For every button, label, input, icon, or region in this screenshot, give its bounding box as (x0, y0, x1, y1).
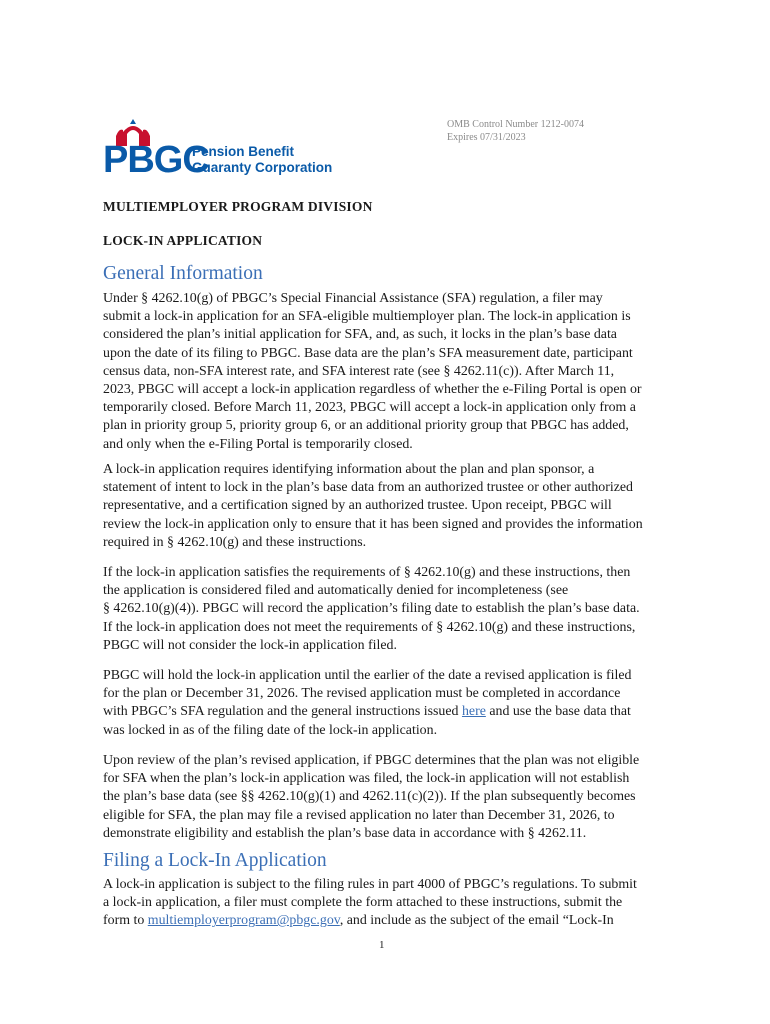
text-line: submit a lock-in application for an SFA-eligible multiemployer plan. The lock-in application is (103, 309, 631, 325)
text-line: Under § 4262.10(g) of PBGC’s Special Financial Assistance (SFA) regulation, a filer may (103, 291, 603, 306)
text-line: required in § 4262.10(g) and these instructions. (103, 534, 367, 550)
text-segment: form to (103, 913, 148, 929)
text-line: If the lock-in application does not meet the requirements of § 4262.10(g) and these instructions, (103, 619, 636, 635)
text-line: If the lock-in application satisfies the requirements of § 4262.10(g) and these instructions, then (103, 565, 631, 580)
text-line: the application is considered filed and automatically denied for incompleteness (see (103, 583, 569, 599)
division-heading: MULTIEMPLOYER PROGRAM DIVISION (103, 199, 373, 214)
page-number: 1 (379, 939, 385, 951)
paragraph-filing-1 (103, 876, 665, 931)
text-line: A lock-in application is subject to the filing rules in part 4000 of PBGC’s regulations. To submit (103, 877, 637, 892)
text-line: review the lock-in application only to ensure that it has been signed and provides the information (103, 516, 643, 532)
text-line: census data, non-SFA interest rate, and SFA interest rate (see § 4262.11(c)). After March 11, (103, 363, 615, 379)
email-link[interactable]: multiemployerprogram@pbgc.gov (147, 913, 340, 929)
text-line: a lock-in application, a filer must complete the form attached to these instructions, submit the (103, 895, 623, 911)
text-line: eligible for SFA, the plan may file a revised application no later than December 31, 2026, to (103, 807, 615, 823)
logo-name (192, 144, 332, 176)
text-line (103, 703, 665, 721)
text-line: for SFA when the plan’s lock-in application was filed, the lock-in application will not establish (103, 771, 630, 787)
text-segment: with PBGC’s SFA regulation and the general instructions issued (103, 704, 462, 720)
text-line (103, 912, 665, 930)
paragraph-general-2 (103, 461, 665, 552)
section-title-filing: Filing a Lock-In Application (103, 850, 327, 871)
paragraph-general-4 (103, 667, 665, 740)
text-line: was locked in as of the filing date of the lock-in application. (103, 722, 438, 738)
text-line: § 4262.10(g)(4)). PBGC will record the application’s filing date to establish the plan’s base data. (103, 601, 640, 617)
omb-expiration: Expires 07/31/2023 (447, 132, 526, 143)
text-line: considered the plan’s initial application for SFA, and, as such, it locks in the plan’s base data (103, 327, 617, 343)
text-line: temporarily closed. Before March 11, 2023, PBGC will accept a lock-in application only from a (103, 400, 636, 416)
text-line: the plan’s base data (see §§ 4262.10(g)(1) and 4262.11(c)(2)). If the plan subsequently becomes (103, 789, 636, 805)
text-line: demonstrate eligibility and establish the plan’s base data in accordance with § 4262.11. (103, 825, 587, 841)
paragraph-general-3 (103, 564, 665, 655)
text-line: representative, and a certification signed by an authorized trustee. Upon receipt, PBGC will (103, 498, 612, 514)
pbgc-logo (103, 118, 333, 182)
text-line: for the plan or December 31, 2026. The revised application must be completed in accordance (103, 686, 621, 702)
logo-name-line2: Guaranty Corporation (192, 160, 333, 175)
omb-control-block (447, 118, 584, 144)
omb-control-number: OMB Control Number 1212-0074 (447, 119, 584, 130)
logo-name-line1: Pension Benefit (192, 144, 295, 159)
text-line: 2023, PBGC will accept a lock-in application regardless of whether the e-Filing Portal is open or (103, 382, 642, 398)
paragraph-general-1 (103, 290, 665, 454)
text-line: A lock-in application requires identifying information about the plan and plan sponsor, a (103, 462, 595, 477)
text-line: statement of intent to lock in the plan’s base data from an authorized trustee or other authorized (103, 480, 633, 496)
text-line: PBGC will hold the lock-in application until the earlier of the date a revised application is filed (103, 668, 632, 683)
general-instructions-link[interactable]: here (461, 704, 486, 720)
paragraph-general-5 (103, 752, 665, 843)
text-line: PBGC will not consider the lock-in application filed. (103, 637, 397, 653)
text-line: Upon review of the plan’s revised application, if PBGC determines that the plan was not eligible (103, 753, 640, 768)
logo-abbr: PBGC (103, 139, 209, 181)
text-line: plan in priority group 5, priority group 6, or an additional priority group that PBGC has added, (103, 418, 629, 434)
text-line: and only when the e-Filing Portal is temporarily closed. (103, 436, 413, 452)
section-title-general: General Information (103, 263, 263, 284)
text-segment: , and include as the subject of the email “Lock-In (339, 913, 614, 929)
text-segment: and use the base data that (485, 704, 631, 720)
document-title: LOCK-IN APPLICATION (103, 233, 263, 248)
text-line: upon the date of its filing to PBGC. Base data are the plan’s SFA measurement date, participant (103, 345, 633, 361)
